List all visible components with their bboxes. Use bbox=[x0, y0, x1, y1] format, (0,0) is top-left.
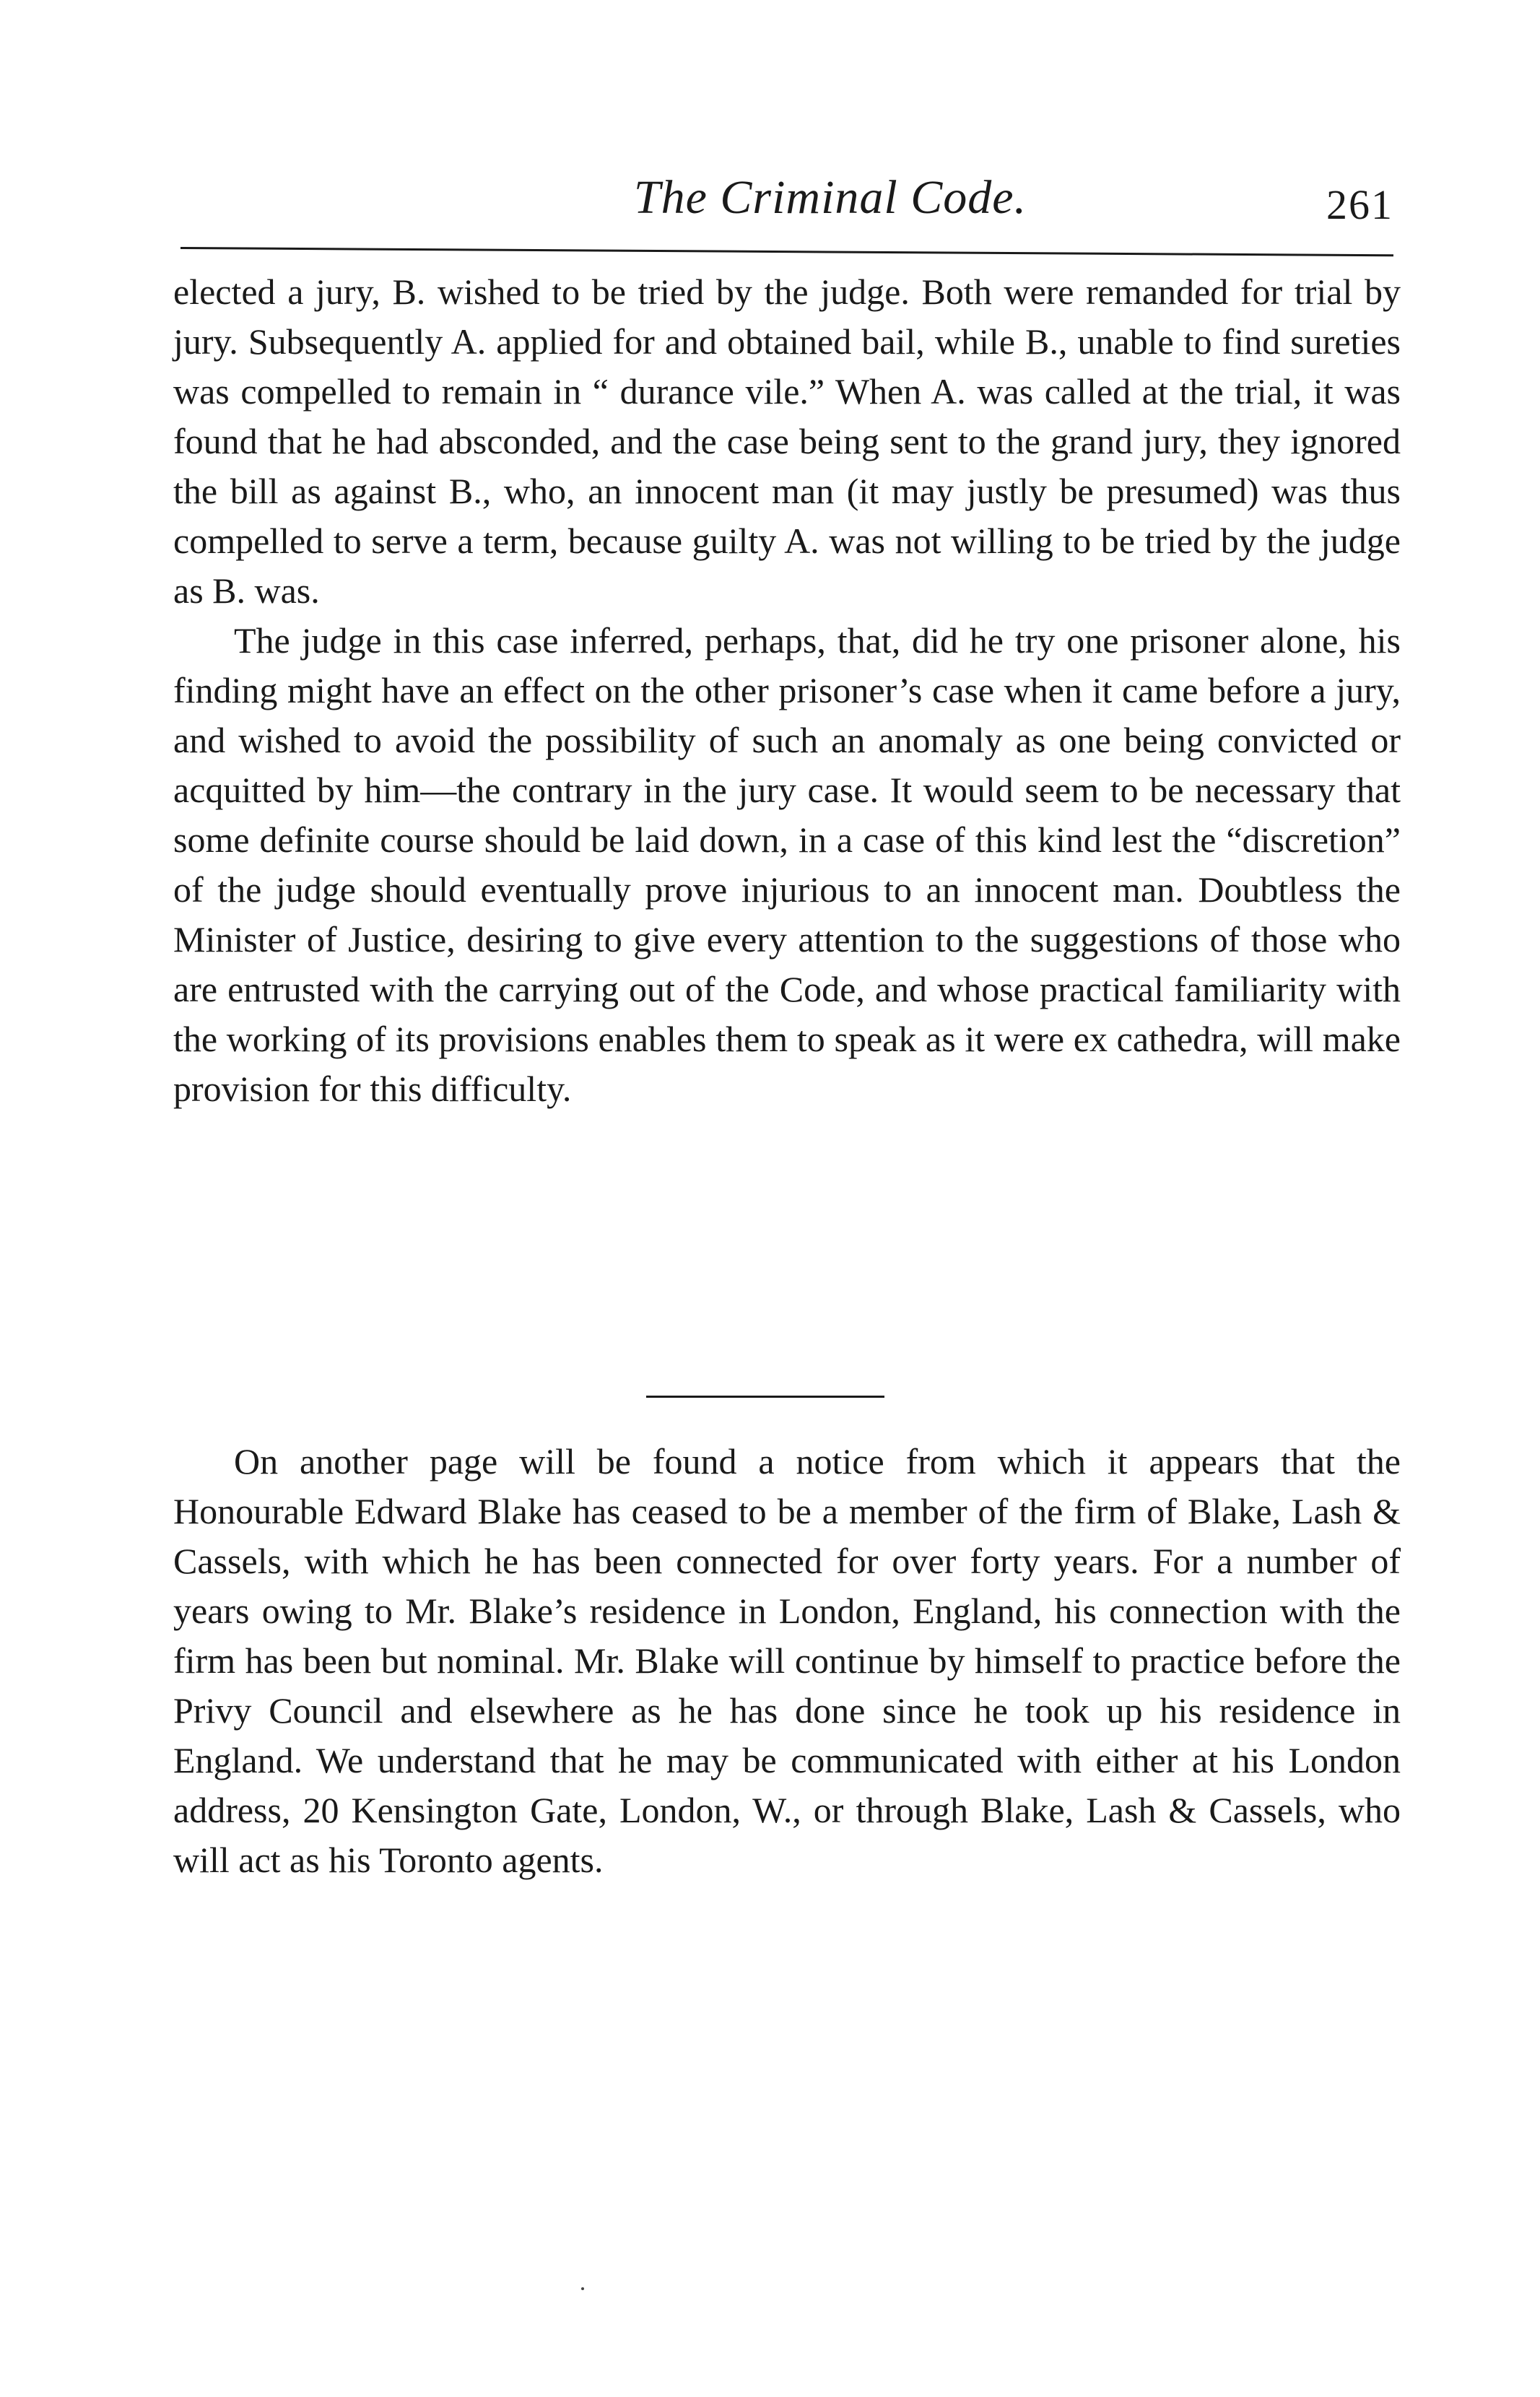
paragraph: elected a jury, B. wished to be tried by the judge. Both were remanded for trial by jury. Subsequently A. applied for and obtained bail, while B., unable to find sureties was compelled to remain in “ durance vile.” When A. was called at the trial, it was found that he had absconded, and the case being sent to the grand jury, they ignored the bill as against B., who, an innocent man (it may justly be presumed) was thus compelled to serve a term, because guilty A. was not willing to be tried by the judge as B. was. bbox=[173, 271, 1401, 611]
print-speck bbox=[581, 2287, 584, 2290]
running-title: The Criminal Code. bbox=[633, 171, 1027, 224]
article-criminal-code bbox=[173, 267, 1401, 1114]
running-head bbox=[180, 170, 1393, 235]
page-number: 261 bbox=[1326, 181, 1393, 228]
paragraph: The judge in this case inferred, perhaps, that, did he try one prisoner alone, his finding might have an effect on the other prisoner’s case when it came before a jury, and wished to avoid the possibility of such an anomaly as one being convicted or acquitted by him—the contrary in the jury case. It would seem to be necessary that some definite course should be laid down, in a case of this kind lest the “discretion” of the judge should eventually prove injurious to an innocent man. Doubtless the Minister of Justice, desiring to give every attention to the suggestions of those who are entrusted with the carrying out of the Code, and whose practical familiarity with the working of its provisions enables them to speak as it were ex cathedra, will make provision for this difficulty. bbox=[173, 620, 1401, 1109]
paragraph: On another page will be found a notice from which it appears that the Honourable Edward Blake has ceased to be a member of the firm of Blake, Lash & Cassels, with which he has been connected for over forty years. For a number of years owing to Mr. Blake’s residence in London, England, his connection with the firm has been but nominal. Mr. Blake will continue by himself to practice before the Privy Council and elsewhere as he has done since he took up his residence in England. We understand that he may be communicated with either at his London address, 20 Kensington Gate, London, W., or through Blake, Lash & Cassels, who will act as his Toronto agents. bbox=[173, 1441, 1401, 1880]
section-separator bbox=[646, 1396, 884, 1398]
article-blake-notice bbox=[173, 1437, 1401, 1885]
header-rule bbox=[180, 247, 1393, 256]
